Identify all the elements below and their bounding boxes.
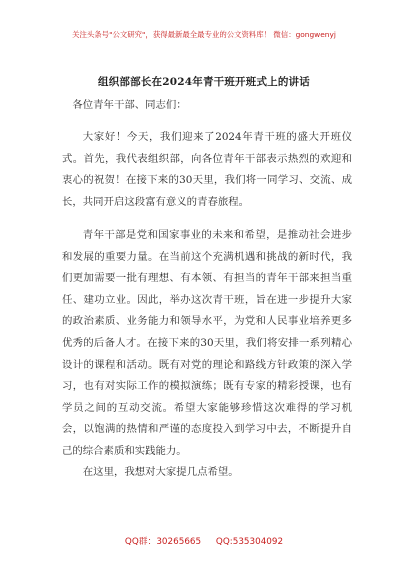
footer-contact	[0, 534, 408, 547]
footer-qq: QQ:535304092	[215, 537, 284, 547]
document-title: 组织部部长在2024年青干班开班式上的讲话	[98, 76, 310, 88]
paragraph-2: 青年干部是党和国家事业的未来和希望，是推动社会进步和发展的重要力量。在当前这个充满机遇和挑战的新时代，我们更加需要一批有理想、有本领、有担当的青年干部来担当重任、建功立业。因此，举办这次青干班，旨在进一步提升大家的政治素质、业务能力和领导水平，为党和人民事业培养更多优秀的后备人才。在接下来的30天里，我们将安排一系列精心设计的课程和活动。既有对党的理论和路线方针政策的深入学习，也有对实际工作的模拟演练；既有专家的精彩授课，也有学员之间的互动交流。希望大家能够珍惜这次难得的学习机会，以饱满的热情和严谨的态度投入到学习中去，不断提升自己的综合素质和实践能力。	[62, 229, 352, 457]
header-banner: 关注头条号"公文研究"，获得最新最全最专业的公文资料库！ 微信：gongwenyj	[72, 30, 336, 39]
paragraph-1: 大家好！今天，我们迎来了2024年青干班的盛大开班仪式。首先，我代表组织部，向各位青年干部表示热烈的欢迎和衷心的祝贺！在接下来的30天里，我们将一同学习、交流、成长，共同开启这段富有意义的青春旅程。	[62, 131, 352, 208]
greeting: 各位青年干部、同志们：	[72, 99, 187, 111]
paragraph-3: 在这里，我想对大家提几点希望。	[82, 466, 239, 478]
footer-qq-group: QQ群：30265665	[124, 537, 202, 547]
